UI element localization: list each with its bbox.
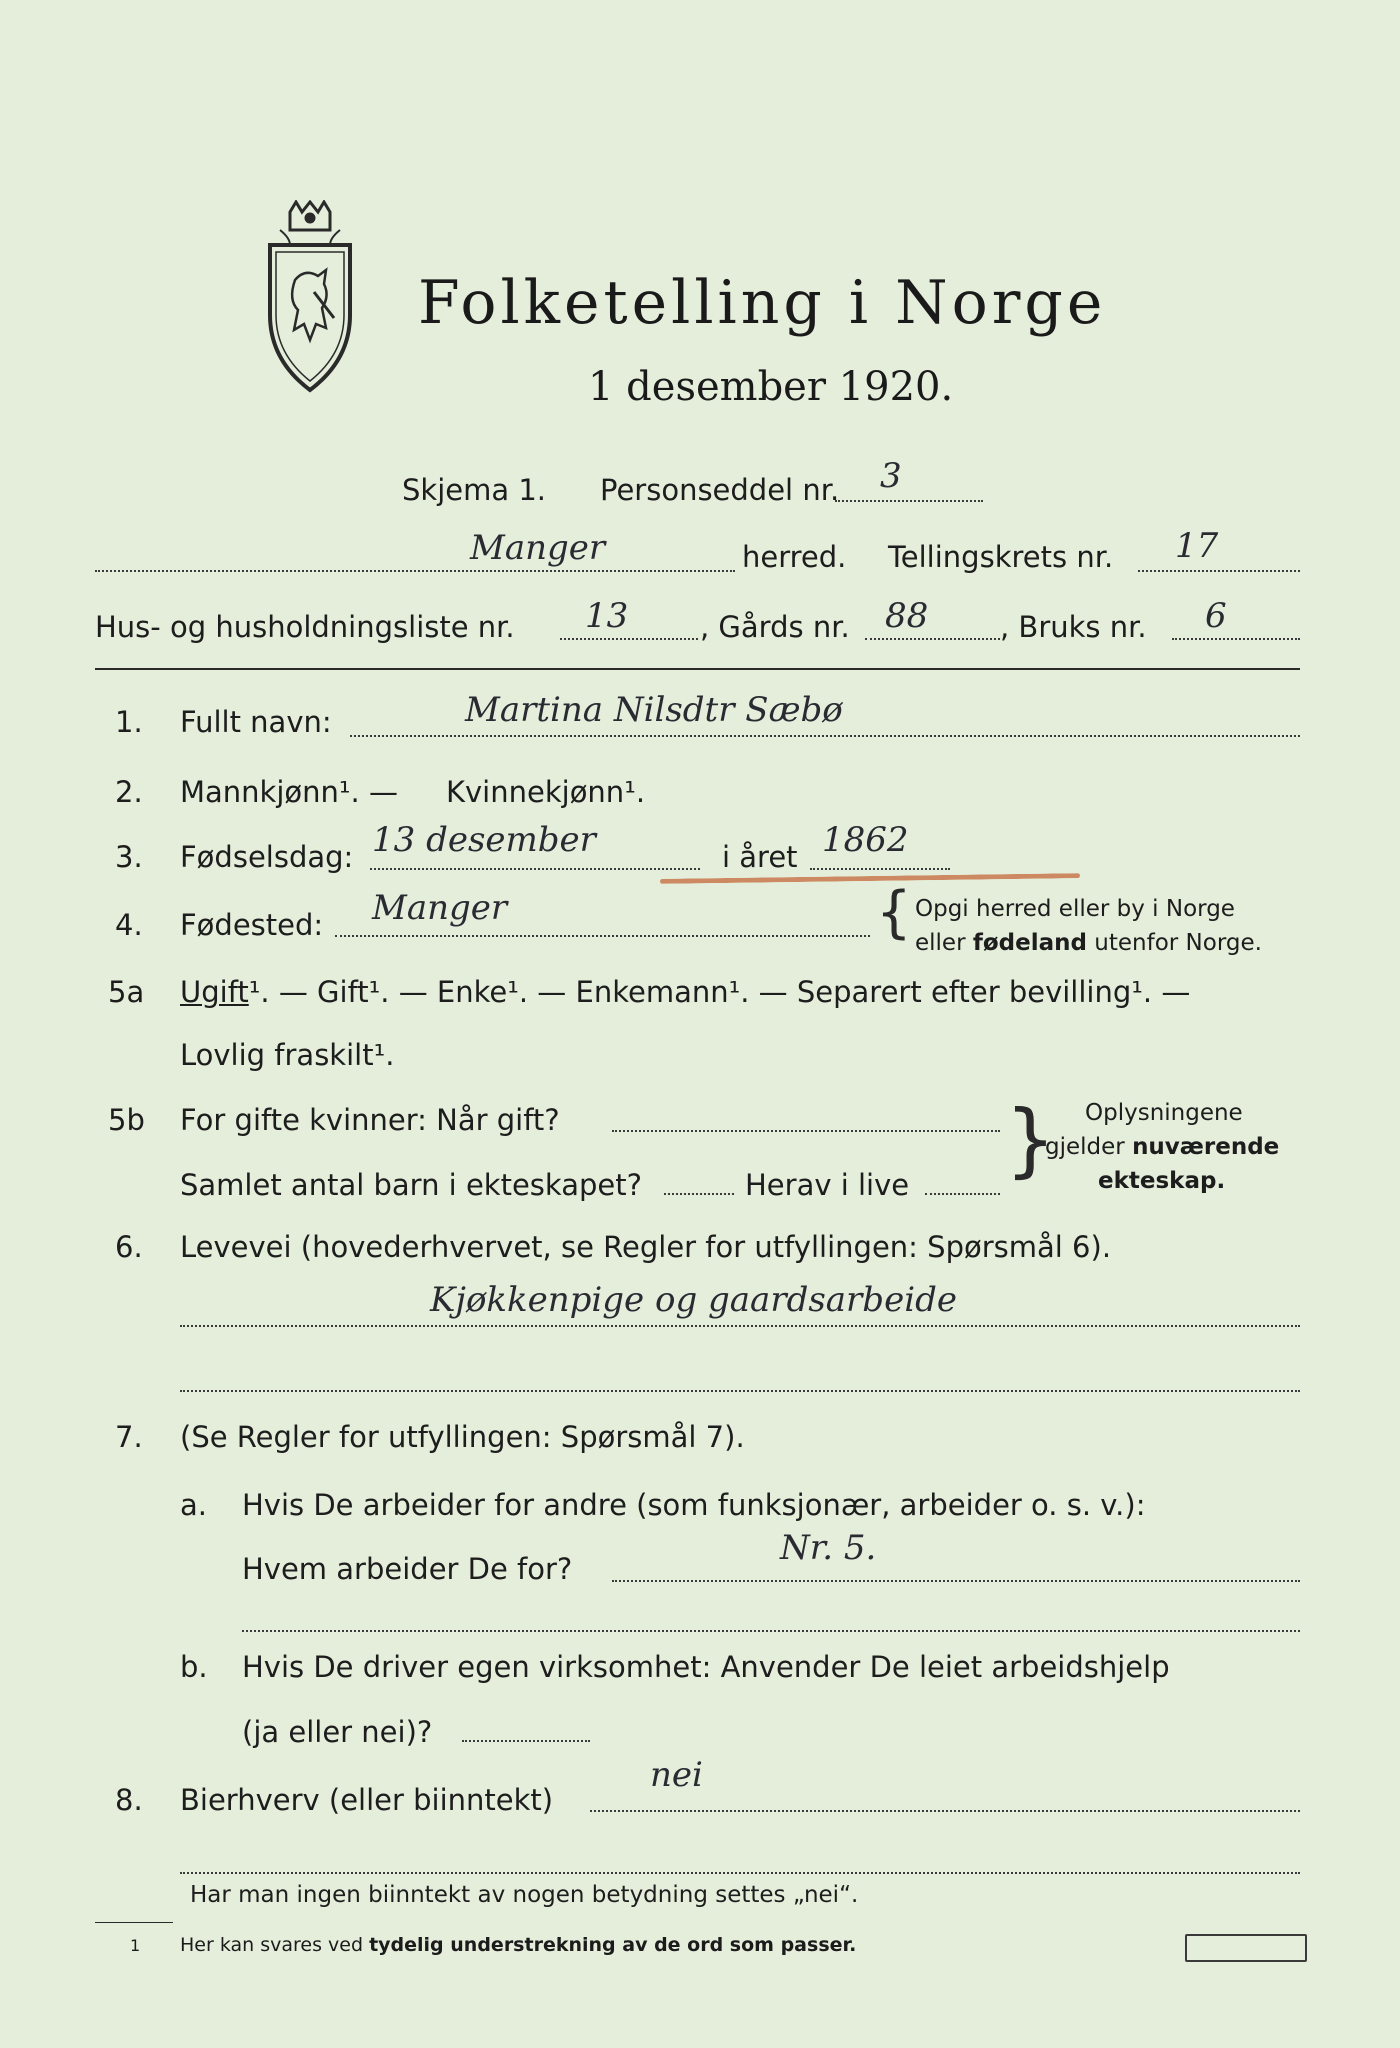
- q3-label: Fødselsdag:: [180, 840, 354, 874]
- q5b-label-antal: Samlet antal barn i ekteskapet?: [180, 1168, 642, 1202]
- q5b-note-nuvaerende: nuværende: [1132, 1134, 1280, 1160]
- q5b-naar-gift-line: [612, 1130, 1000, 1132]
- q5b-brace: }: [1005, 1093, 1056, 1186]
- q5b-label-herav: Herav i live: [745, 1168, 910, 1202]
- q1-label: Fullt navn:: [180, 705, 332, 739]
- q5b-note-line2: [1045, 1134, 1279, 1160]
- q4-value: Manger: [372, 888, 508, 928]
- q7a-line2: [242, 1630, 1300, 1632]
- personseddel-label: Personseddel nr.: [600, 473, 840, 507]
- q5b-note-line1: Oplysningene: [1085, 1100, 1243, 1126]
- herred-label: herred.: [742, 540, 847, 574]
- bruks-line: [1172, 638, 1300, 640]
- q5b-antal-line: [664, 1193, 734, 1195]
- q7a-value: Nr. 5.: [780, 1528, 877, 1568]
- q7b-label: Hvis De driver egen virksomhet: Anvender De leiet arbeidshjelp: [242, 1650, 1170, 1684]
- q7-label: (Se Regler for utfyllingen: Spørsmål 7).: [180, 1420, 745, 1454]
- q3-year-label: i året: [722, 840, 798, 874]
- tellingskrets-value: 17: [1175, 526, 1219, 566]
- q7-number: 7.: [115, 1420, 143, 1454]
- q5b-note-line3: ekteskap.: [1098, 1168, 1226, 1194]
- footnote-text-a: Her kan svares ved: [180, 1934, 370, 1956]
- gards-label: , Gårds nr.: [700, 610, 850, 644]
- q4-label: Fødested:: [180, 908, 324, 942]
- personseddel-line: [835, 500, 983, 502]
- q5a-other-options: ¹. — Gift¹. — Enke¹. — Enkemann¹. — Separert efter bevilling¹. —: [248, 975, 1191, 1009]
- gards-line: [865, 638, 1000, 640]
- hus-label: Hus- og husholdningsliste nr.: [95, 610, 515, 644]
- q3-year-line: [810, 868, 950, 870]
- footnote-number: 1: [130, 1936, 141, 1955]
- q5b-label-naar-gift: For gifte kvinner: Når gift?: [180, 1103, 560, 1137]
- q5b-note-gjelder: gjelder: [1045, 1134, 1133, 1160]
- q3-number: 3.: [115, 840, 143, 874]
- q2-label-kvinne: Kvinnekjønn¹.: [446, 775, 646, 809]
- q7a-letter: a.: [180, 1488, 207, 1522]
- q5a-options: [180, 975, 1190, 1009]
- q8-line2: [180, 1872, 1300, 1874]
- q5a-number: 5a: [108, 975, 145, 1009]
- herred-line: [95, 570, 735, 572]
- herred-value: Manger: [470, 528, 606, 568]
- q8-line1: [590, 1810, 1300, 1812]
- printer-stamp: [1185, 1934, 1307, 1962]
- q7a-label: Hvis De arbeider for andre (som funksjonær, arbeider o. s. v.):: [242, 1488, 1146, 1522]
- bruks-value: 6: [1205, 596, 1227, 636]
- q5b-number: 5b: [108, 1103, 145, 1137]
- q3-line: [370, 868, 700, 870]
- q4-number: 4.: [115, 908, 143, 942]
- bruks-label: , Bruks nr.: [1000, 610, 1147, 644]
- q4-note-line2: [915, 930, 1262, 956]
- hus-line: [560, 638, 698, 640]
- q5b-herav-line: [925, 1193, 1000, 1195]
- q8-number: 8.: [115, 1783, 143, 1817]
- q4-note-utenfor: utenfor Norge.: [1086, 930, 1262, 956]
- q5a-ugift: Ugift: [180, 975, 249, 1009]
- q1-number: 1.: [115, 705, 143, 739]
- q3-year-value: 1862: [822, 820, 909, 860]
- red-pencil-mark: [660, 873, 1080, 884]
- q6-line2: [180, 1390, 1300, 1392]
- q6-label: Levevei (hovederhvervet, se Regler for utfyllingen: Spørsmål 6).: [180, 1230, 1112, 1264]
- footnote-text: [180, 1934, 856, 1956]
- gards-value: 88: [885, 596, 929, 636]
- q5a-line2: Lovlig fraskilt¹.: [180, 1038, 395, 1072]
- q6-number: 6.: [115, 1230, 143, 1264]
- census-date: 1 desember 1920.: [588, 364, 954, 410]
- page-title: Folketelling i Norge: [418, 268, 1107, 338]
- q7b-line: [462, 1740, 590, 1742]
- norway-coat-of-arms-icon: [250, 200, 370, 400]
- q8-value: nei: [650, 1755, 703, 1795]
- q8-label: Bierhverv (eller biinntekt): [180, 1783, 554, 1817]
- header-divider: [95, 668, 1300, 670]
- q4-line: [335, 935, 870, 937]
- q7a-label-2: Hvem arbeider De for?: [242, 1552, 573, 1586]
- q7b-label-2: (ja eller nei)?: [242, 1715, 433, 1749]
- tellingskrets-label: Tellingskrets nr.: [888, 540, 1114, 574]
- footnote-divider: [95, 1922, 173, 1923]
- q2-label-mann: Mannkjønn¹. —: [180, 775, 398, 809]
- q1-value: Martina Nilsdtr Sæbø: [465, 690, 843, 730]
- q6-line1: [180, 1325, 1300, 1327]
- q1-line: [350, 735, 1300, 737]
- q4-note-fodeland: fødeland: [972, 930, 1087, 956]
- q4-brace: {: [876, 880, 912, 945]
- q7a-line1: [612, 1580, 1300, 1582]
- q6-value: Kjøkkenpige og gaardsarbeide: [430, 1280, 957, 1320]
- q7b-letter: b.: [180, 1650, 208, 1684]
- hus-value: 13: [585, 596, 629, 636]
- q2-number: 2.: [115, 775, 143, 809]
- personseddel-value: 3: [880, 456, 902, 496]
- q4-note-eller: eller: [915, 930, 973, 956]
- q4-note-line1: Opgi herred eller by i Norge: [915, 896, 1235, 922]
- tellingskrets-line: [1138, 570, 1300, 572]
- footnote-text-b: tydelig understrekning av de ord som passer.: [369, 1934, 857, 1956]
- skjema-label: Skjema 1.: [402, 473, 547, 507]
- q3-value: 13 desember: [372, 820, 596, 860]
- footer-note: Har man ingen biinntekt av nogen betydning settes „nei“.: [190, 1882, 859, 1908]
